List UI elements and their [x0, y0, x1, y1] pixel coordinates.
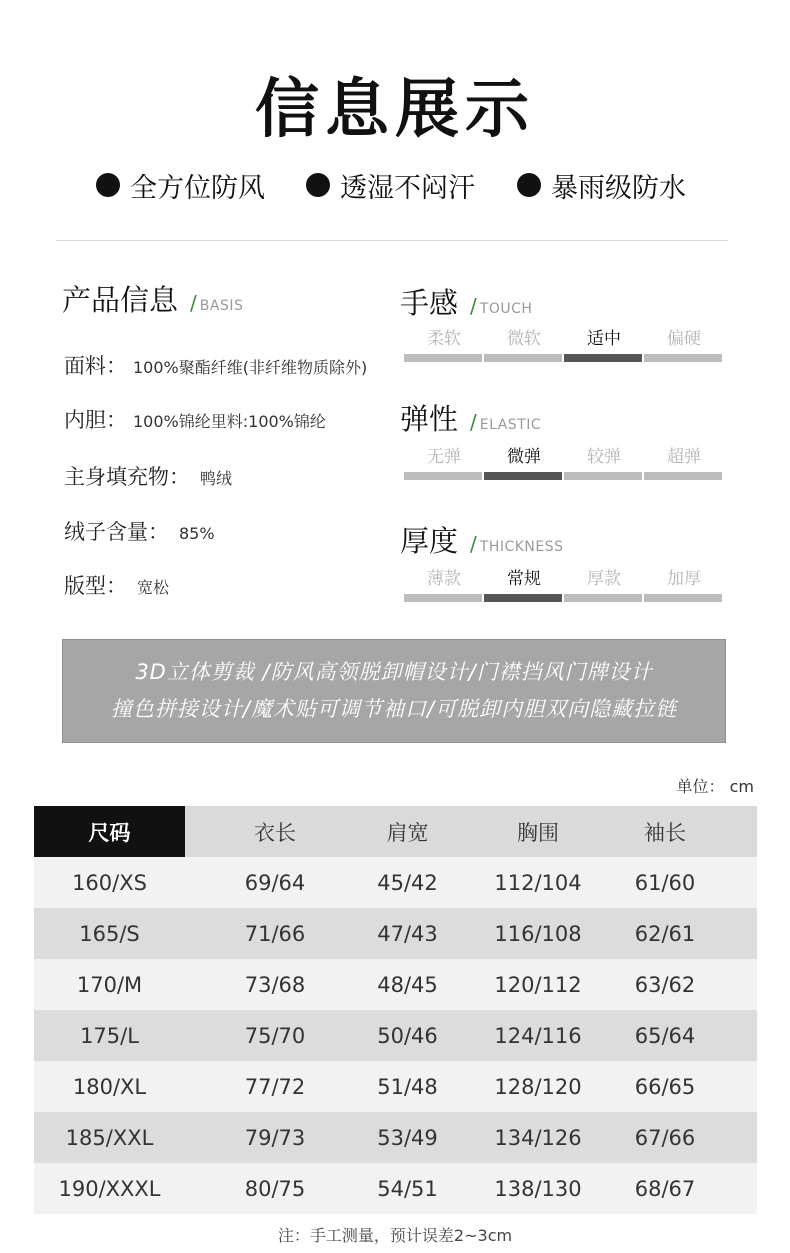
table-cell: 50/46 [377, 1023, 438, 1048]
thickness-option: 薄款 [427, 569, 461, 589]
info-label: 绒子含量： [64, 520, 169, 544]
feature-label: 暴雨级防水 [551, 172, 686, 204]
table-cell: 45/42 [377, 870, 438, 895]
thickness-scale [404, 564, 724, 602]
info-value: 鸭绒 [200, 469, 233, 488]
info-value: 100%聚酯纤维(非纤维物质除外) [133, 358, 368, 377]
thickness-segment [564, 594, 642, 602]
info-label: 主身填充物： [64, 465, 190, 489]
table-row [34, 1010, 757, 1061]
banner-line-2: 撞色拼接设计/魔术贴可调节袖口/可脱卸内胆双向隐藏拉链 [110, 697, 678, 721]
touch-segment [564, 354, 642, 362]
info-row-fabric [64, 350, 367, 380]
table-cell: 116/108 [494, 921, 582, 946]
touch-option: 微软 [507, 329, 541, 349]
page-title: 信息展示 [255, 73, 535, 147]
table-cell: 77/72 [244, 1074, 306, 1099]
table-cell: 73/68 [244, 972, 306, 997]
basis-en: BASIS [199, 298, 244, 314]
table-cell: 175/L [80, 1023, 139, 1048]
header-cell-chest: 胸围 [517, 820, 559, 845]
table-cell: 67/66 [634, 1125, 696, 1150]
size-table [34, 806, 757, 1214]
table-cell: 170/M [76, 972, 143, 997]
thickness-heading [400, 519, 564, 560]
elastic-en: ELASTIC [479, 417, 542, 433]
info-label: 版型： [64, 574, 127, 598]
feature-label: 透湿不闷汗 [340, 172, 475, 204]
elastic-slash: / [470, 410, 477, 434]
table-cell: 65/64 [634, 1023, 696, 1048]
touch-title: 手感 [400, 286, 459, 320]
info-row-fit [64, 570, 169, 600]
info-row-filling [64, 461, 232, 491]
elastic-option: 无弹 [427, 447, 461, 467]
feature-label: 全方位防风 [130, 172, 265, 204]
feature-waterproof [517, 165, 686, 205]
bullet-icon [306, 173, 330, 197]
elastic-option: 超弹 [667, 447, 701, 467]
table-cell: 62/61 [634, 921, 696, 946]
table-cell: 66/65 [634, 1074, 696, 1099]
elastic-segment [644, 472, 722, 480]
table-row [34, 959, 757, 1010]
table-cell: 47/43 [377, 921, 438, 946]
elastic-title: 弹性 [400, 402, 459, 436]
thickness-segment [484, 594, 562, 602]
table-cell: 68/67 [634, 1176, 696, 1201]
table-row [34, 908, 757, 959]
touch-option: 适中 [587, 329, 621, 349]
table-row [34, 1163, 757, 1214]
elastic-segment [404, 472, 482, 480]
table-cell: 63/62 [634, 972, 696, 997]
thickness-option: 厚款 [587, 569, 621, 589]
table-cell: 120/112 [494, 972, 582, 997]
info-label: 面料： [64, 354, 127, 378]
banner-line-1: 3D立体剪裁 /防风高领脱卸帽设计/门襟挡风门牌设计 [135, 660, 653, 684]
touch-option: 偏硬 [667, 329, 701, 349]
table-cell: 185/XXL [65, 1125, 154, 1150]
thickness-option: 加厚 [667, 569, 701, 589]
table-cell: 112/104 [494, 870, 582, 895]
info-value: 宽松 [137, 578, 170, 597]
table-cell: 180/XL [72, 1074, 147, 1099]
table-row [34, 857, 757, 908]
touch-heading [400, 281, 532, 322]
elastic-segment [484, 472, 562, 480]
table-cell: 61/60 [634, 870, 696, 895]
divider [56, 240, 728, 241]
table-cell: 48/45 [377, 972, 438, 997]
table-cell: 79/73 [244, 1125, 306, 1150]
header-cell-shoulder: 肩宽 [386, 820, 429, 845]
table-cell: 124/116 [494, 1023, 582, 1048]
table-cell: 54/51 [377, 1176, 438, 1201]
table-cell: 53/49 [377, 1125, 438, 1150]
info-value: 100%锦纶里料:100%锦纶 [133, 412, 326, 431]
basis-slash: / [190, 291, 197, 315]
elastic-option: 较弹 [587, 447, 621, 467]
table-row [34, 1112, 757, 1163]
thickness-option: 常规 [507, 569, 541, 589]
basis-title: 产品信息 [62, 283, 179, 317]
elastic-segment [564, 472, 642, 480]
touch-scale [404, 324, 724, 362]
unit-label: 单位： cm [676, 777, 754, 796]
info-value: 85% [179, 524, 215, 543]
touch-option: 柔软 [427, 329, 461, 349]
table-cell: 80/75 [244, 1176, 306, 1201]
basis-heading [62, 278, 243, 319]
table-cell: 69/64 [244, 870, 306, 895]
feature-windproof [96, 165, 265, 205]
info-row-lining [64, 404, 326, 434]
header-cell-sleeve: 袖长 [644, 820, 686, 845]
info-row-down-content [64, 516, 215, 546]
thickness-segment [644, 594, 722, 602]
elastic-heading [400, 397, 541, 438]
elastic-option: 微弹 [507, 447, 541, 467]
elastic-scale [404, 442, 724, 480]
thickness-en: THICKNESS [479, 539, 564, 555]
bullet-icon [96, 173, 120, 197]
bullet-icon [517, 173, 541, 197]
thickness-segment [404, 594, 482, 602]
table-cell: 160/XS [72, 870, 147, 895]
table-cell: 75/70 [244, 1023, 306, 1048]
touch-slash: / [470, 294, 477, 318]
touch-segment [404, 354, 482, 362]
table-cell: 51/48 [377, 1074, 438, 1099]
info-label: 内胆： [64, 408, 127, 432]
header-cell-size: 尺码 [34, 806, 185, 857]
touch-segment [484, 354, 562, 362]
thickness-slash: / [470, 532, 477, 556]
table-cell: 190/XXXL [58, 1176, 161, 1201]
touch-en: TOUCH [479, 301, 533, 317]
table-cell: 165/S [79, 921, 140, 946]
table-cell: 134/126 [494, 1125, 582, 1150]
feature-breathable [306, 165, 475, 205]
feature-banner [62, 639, 726, 743]
thickness-title: 厚度 [400, 524, 459, 558]
measurement-note: 注：手工测量，预计误差2~3cm [277, 1226, 513, 1245]
table-header [34, 806, 757, 857]
table-row [34, 1061, 757, 1112]
table-cell: 128/120 [494, 1074, 582, 1099]
header-cell-length: 衣长 [254, 820, 296, 845]
table-cell: 71/66 [244, 921, 306, 946]
touch-segment [644, 354, 722, 362]
table-cell: 138/130 [494, 1176, 582, 1201]
